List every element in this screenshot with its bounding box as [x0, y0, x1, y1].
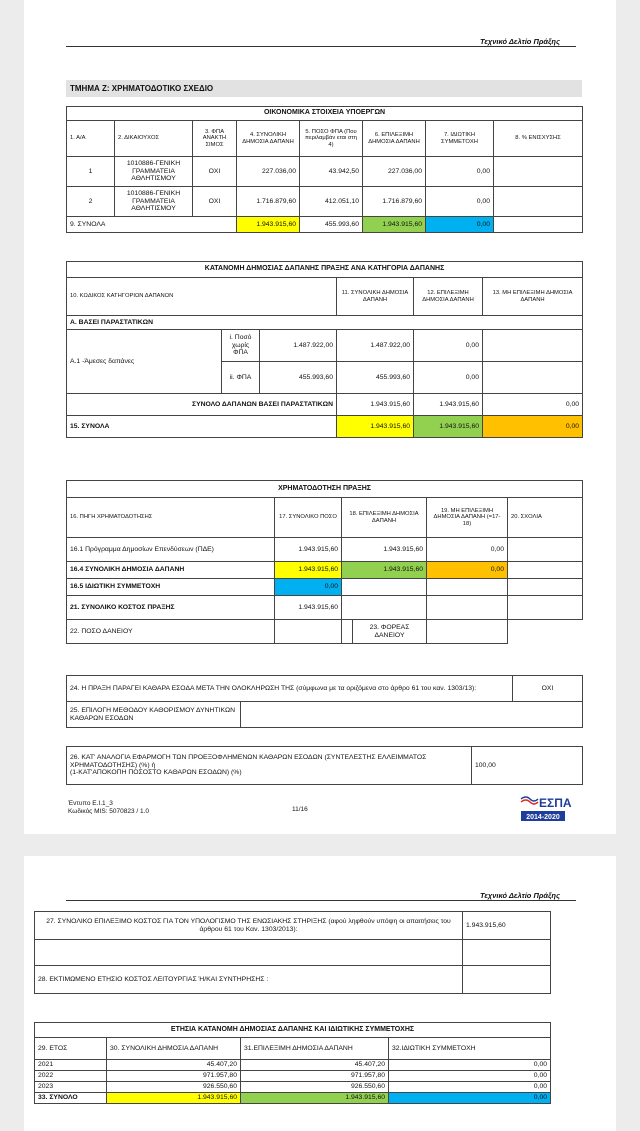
- table-row: [67, 747, 583, 785]
- column-header: 1. Α/Α: [67, 121, 115, 157]
- total-eligible-expense: 1.943.915,60: [363, 217, 426, 233]
- column-header: 30. ΣΥΝΟΛΙΚΗ ΔΗΜΟΣΙΑ ΔΑΠΑΝΗ: [107, 1038, 241, 1060]
- annual-allocation-table: [34, 1022, 551, 1104]
- table-cell: 1.943.915,60: [275, 538, 342, 562]
- answer-25: [241, 702, 583, 728]
- expense-category-table: [66, 261, 583, 438]
- table-cell: 1010886-ΓΕΝΙΚΗ ΓΡΑΜΜΑΤΕΙΑ ΑΘΛΗΤΙΣΜΟΥ: [115, 187, 193, 217]
- table-cell: 45.407,20: [241, 1060, 389, 1071]
- document-page-2: [24, 856, 616, 1131]
- loan-amount-value: [275, 620, 342, 644]
- group-heading: Α. ΒΑΣΕΙ ΠΑΡΑΣΤΑΤΙΚΩΝ: [67, 316, 583, 330]
- table-cell: 0,00: [427, 538, 508, 562]
- table-cell: 0,00: [426, 157, 494, 187]
- page-header: Τεχνικό Δελτίο Πράξης: [480, 891, 560, 900]
- table-cell: 43.942,50: [300, 157, 363, 187]
- table-cell: 1.716.879,60: [237, 187, 300, 217]
- logo-years: 2014-2020: [526, 814, 560, 821]
- column-header: 17. ΣΥΝΟΛΙΚΟ ΠΟΣΟ: [275, 498, 342, 538]
- table-title: ΟΙΚΟΝΟΜΙΚΑ ΣΤΟΙΧΕΙΑ ΥΠΟΕΡΓΩΝ: [67, 107, 583, 121]
- table-cell: 0,00: [426, 187, 494, 217]
- total-public-expense: 1.943.915,60: [237, 217, 300, 233]
- totals-label: 9. ΣΥΝΟΛΑ: [67, 217, 237, 233]
- table-row: [67, 538, 583, 562]
- column-header: 10. ΚΩΔΙΚΟΣ ΚΑΤΗΓΟΡΙΩΝ ΔΑΠΑΝΩΝ: [67, 278, 337, 316]
- question-24: 24. Η ΠΡΑΞΗ ΠΑΡΑΓΕΙ ΚΑΘΑΡΑ ΕΣΟΔΑ ΜΕΤΑ ΤΗΝ ΟΛΟΚΛΗΡΩΣΗ ΤΗΣ (σύμφωνα με τα οριζόμενα στο άρθρο 61 του καν. 1303/13):: [67, 676, 513, 702]
- subtotal-label: ΣΥΝΟΛΟ ΔΑΠΑΝΩΝ ΒΑΣΕΙ ΠΑΡΑΣΤΑΤΙΚΩΝ: [67, 394, 337, 416]
- column-header: 7. ΙΔΙΩΤΙΚΗ ΣΥΜΜΕΤΟΧΗ: [426, 121, 494, 157]
- table-cell: 227.036,00: [363, 157, 426, 187]
- table-cell: 45.407,20: [107, 1060, 241, 1071]
- column-header: 12. ΕΠΙΛΕΞΙΜΗ ΔΗΜΟΣΙΑ ΔΑΠΑΝΗ: [414, 278, 483, 316]
- totals-label: 33. ΣΥΝΟΛΟ: [35, 1093, 107, 1104]
- total-non-eligible-expense: 0,00: [427, 562, 508, 579]
- total-eligible-expense: 1.943.915,60: [342, 562, 427, 579]
- table-row: [67, 562, 583, 579]
- table-title: ΕΤΗΣΙΑ ΚΑΤΑΝΟΜΗ ΔΗΜΟΣΙΑΣ ΔΑΠΑΝΗΣ ΚΑΙ ΙΔΙΩΤΙΚΗΣ ΣΥΜΜΕΤΟΧΗΣ: [35, 1023, 551, 1038]
- table-row: [67, 187, 583, 217]
- table-row: [35, 1071, 551, 1082]
- header-rule: [66, 900, 576, 901]
- total-cost-value: 1.943.915,60: [275, 596, 342, 620]
- document-page-1: [24, 0, 616, 834]
- funding-table: [66, 480, 583, 644]
- column-header: 4. ΣΥΝΟΛΙΚΗ ΔΗΜΟΣΙΑ ΔΑΠΑΝΗ: [237, 121, 300, 157]
- answer-28: [463, 966, 551, 994]
- table-cell: 1.943.915,60: [342, 538, 427, 562]
- table-cell: 455.993,60: [260, 362, 337, 394]
- table-cell: ΟΧΙ: [193, 157, 237, 187]
- page-number: 11/16: [292, 806, 308, 813]
- column-header: 19. ΜΗ ΕΠΙΛΕΞΙΜΗ ΔΗΜΟΣΙΑ ΔΑΠΑΝΗ (=17-18): [427, 498, 508, 538]
- table-cell: 926.550,60: [241, 1082, 389, 1093]
- answer-26: 100,00: [472, 747, 583, 785]
- question-28: 28. ΕΚΤΙΜΩΜΕΝΟ ΕΤΗΣΙΟ ΚΟΣΤΟΣ ΛΕΙΤΟΥΡΓΙΑΣ Ή/ΚΑΙ ΣΥΝΤΗΡΗΣΗΣ :: [35, 966, 463, 994]
- table-cell: 0,00: [389, 1071, 551, 1082]
- column-header: 6. ΕΠΙΛΕΞΙΜΗ ΔΗΜΟΣΙΑ ΔΑΠΑΝΗ: [363, 121, 426, 157]
- loan-body-value: [427, 620, 508, 644]
- question-27: 27. ΣΥΝΟΛΙΚΟ ΕΠΙΛΕΞΙΜΟ ΚΟΣΤΟΣ ΓΙΑ ΤΟΝ ΥΠΟΛΟΓΙΣΜΟ ΤΗΣ ΕΝΩΣΙΑΚΗΣ ΣΤΗΡΙΞΗΣ (αφού ληφθούν υπόψη οι απαιτήσεις του άρθρου 61 του Καν. 1303/2013):: [35, 912, 463, 940]
- mis-code: Κωδικός MIS: 5070823 / 1.0: [68, 808, 150, 816]
- column-header: 13. ΜΗ ΕΠΙΛΕΞΙΜΗ ΔΗΜΟΣΙΑ ΔΑΠΑΝΗ: [483, 278, 583, 316]
- funding-source: 16.5 ΙΔΙΩΤΙΚΗ ΣΥΜΜΕΤΟΧΗ: [67, 579, 275, 596]
- funding-gap-table: [66, 746, 583, 785]
- answer-27: 1.943.915,60: [463, 912, 551, 940]
- table-cell: [483, 362, 583, 394]
- year-cell: 2023: [35, 1082, 107, 1093]
- table-row: [67, 330, 583, 362]
- total-public-expense: 1.943.915,60: [107, 1093, 241, 1104]
- column-header: 2. ΔΙΚΑΙΟΥΧΟΣ: [115, 121, 193, 157]
- logo-text: ΕΣΠΑ: [539, 796, 572, 810]
- table-row: [35, 1060, 551, 1071]
- column-header: 8. % ΕΝΙΣΧΥΣΗΣ: [494, 121, 583, 157]
- total-private-contribution: 0,00: [389, 1093, 551, 1104]
- year-cell: 2022: [35, 1071, 107, 1082]
- table-cell: 1: [67, 157, 115, 187]
- question-26-alt: (1-ΚΑΤ'ΑΠΟΚΟΠΗ ΠΟΣΟΣΤΟ ΚΑΘΑΡΩΝ ΕΣΟΔΩΝ) (%): [70, 769, 242, 777]
- total-vat: 455.993,60: [300, 217, 363, 233]
- total-public-expense: 1.943.915,60: [275, 562, 342, 579]
- table-row: [67, 676, 583, 702]
- table-cell: 971.957,80: [107, 1071, 241, 1082]
- table-row: [67, 596, 583, 620]
- table-cell: ii. ΦΠΑ: [222, 362, 260, 394]
- total-eligible-expense: 1.943.915,60: [414, 416, 483, 438]
- table-row: [67, 620, 583, 644]
- funding-source: 16.1 Πρόγραμμα Δημοσίων Επενδύσεων (ΠΔΕ): [67, 538, 275, 562]
- totals-row: [67, 416, 583, 438]
- table-cell: 412.051,10: [300, 187, 363, 217]
- column-header: 18. ΕΠΙΛΕΞΙΜΗ ΔΗΜΟΣΙΑ ΔΑΠΑΝΗ: [342, 498, 427, 538]
- table-cell: 1.487.922,00: [337, 330, 414, 362]
- private-contribution: 0,00: [275, 579, 342, 596]
- table-cell: 0,00: [414, 330, 483, 362]
- table-cell: 1.716.879,60: [363, 187, 426, 217]
- total-public-expense: 1.943.915,60: [337, 416, 414, 438]
- table-title: ΧΡΗΜΑΤΟΔΟΤΗΣΗ ΠΡΑΞΗΣ: [67, 481, 583, 498]
- column-header: 31.ΕΠΙΛΕΞΙΜΗ ΔΗΜΟΣΙΑ ΔΑΠΑΝΗ: [241, 1038, 389, 1060]
- table-cell: 1.487.922,00: [260, 330, 337, 362]
- table-cell: 227.036,00: [237, 157, 300, 187]
- espa-logo: [520, 794, 572, 824]
- header-rule: [66, 46, 576, 47]
- table-cell: i. Ποσό χωρίς ΦΠΑ: [222, 330, 260, 362]
- table-row: [35, 912, 551, 940]
- page-header: Τεχνικό Δελτίο Πράξης: [480, 37, 560, 46]
- category-label: Α.1 -Άμεσες δαπάνες: [67, 330, 222, 394]
- funding-source: 16.4 ΣΥΝΟΛΙΚΗ ΔΗΜΟΣΙΑ ΔΑΠΑΝΗ: [67, 562, 275, 579]
- table-cell: 971.957,80: [241, 1071, 389, 1082]
- table-cell: [494, 157, 583, 187]
- table-cell: 1.943.915,60: [414, 394, 483, 416]
- table-cell: ΟΧΙ: [193, 187, 237, 217]
- eligible-cost-table: [34, 911, 551, 994]
- column-header: 16. ΠΗΓΗ ΧΡΗΜΑΤΟΔΟΤΗΣΗΣ: [67, 498, 275, 538]
- net-revenue-table: [66, 675, 583, 702]
- total-non-eligible-expense: 0,00: [483, 416, 583, 438]
- table-cell: 1010886-ΓΕΝΙΚΗ ΓΡΑΜΜΑΤΕΙΑ ΑΘΛΗΤΙΣΜΟΥ: [115, 157, 193, 187]
- column-header: 11. ΣΥΝΟΛΙΚΗ ΔΗΜΟΣΙΑ ΔΑΠΑΝΗ: [337, 278, 414, 316]
- year-cell: 2021: [35, 1060, 107, 1071]
- totals-label: 15. ΣΥΝΟΛΑ: [67, 416, 337, 438]
- totals-row: [35, 1093, 551, 1104]
- form-code: Έντυπο Ε.Ι.1_3: [68, 800, 113, 807]
- column-header: 3. ΦΠΑ ΑΝΑΚΤΗ ΣΙΜΟΣ: [193, 121, 237, 157]
- table-cell: 0,00: [389, 1060, 551, 1071]
- table-row: [35, 966, 551, 994]
- column-header: 29. ΕΤΟΣ: [35, 1038, 107, 1060]
- loan-body-label: 23. ΦΟΡΕΑΣ ΔΑΝΕΙΟΥ: [353, 620, 427, 644]
- answer-24: ΟΧΙ: [513, 676, 583, 702]
- table-cell: 0,00: [414, 362, 483, 394]
- total-cost-label: 21. ΣΥΝΟΛΙΚΟ ΚΟΣΤΟΣ ΠΡΑΞΗΣ: [67, 596, 275, 620]
- table-cell: [494, 187, 583, 217]
- totals-row: [67, 217, 583, 233]
- table-cell: 0,00: [389, 1082, 551, 1093]
- table-cell: [483, 330, 583, 362]
- question-26: 26. ΚΑΤ' ΑΝΑΛΟΓΙΑ ΕΦΑΡΜΟΓΗ ΤΩΝ ΠΡΟΕΞΟΦΛΗΜΕΝΩΝ ΚΑΘΑΡΩΝ ΕΣΟΔΩΝ (ΣΥΝΤΕΛΕΣΤΗΣ ΕΛΛΕΙΜΜΑΤΟΣ ΧΡΗΜΑΤΟΔΟΤΗΣΗΣ) (%) ή: [70, 753, 427, 769]
- table-cell: 2: [67, 187, 115, 217]
- table-cell: 0,00: [483, 394, 583, 416]
- section-title: ΤΜΗΜΑ Ζ: ΧΡΗΜΑΤΟΔΟΤΙΚΟ ΣΧΕΔΙΟ: [66, 80, 582, 97]
- column-header: 5. ΠΟΣΟ ΦΠΑ (Που περιλαμβάν εται στη 4): [300, 121, 363, 157]
- table-row: [67, 157, 583, 187]
- subtotal-row: [67, 394, 583, 416]
- total-eligible-expense: 1.943.915,60: [241, 1093, 389, 1104]
- loan-amount-label: 22. ΠΟΣΟ ΔΑΝΕΙΟΥ: [67, 620, 275, 644]
- net-revenue-method-table: [66, 701, 583, 728]
- table-cell: 455.993,60: [337, 362, 414, 394]
- total-private-contribution: 0,00: [426, 217, 494, 233]
- table-row: [67, 579, 583, 596]
- table-title: ΚΑΤΑΝΟΜΗ ΔΗΜΟΣΙΑΣ ΔΑΠΑΝΗΣ ΠΡΑΞΗΣ ΑΝΑ ΚΑΤΗΓΟΡΙΑ ΔΑΠΑΝΗΣ: [67, 262, 583, 278]
- table-row: [35, 1082, 551, 1093]
- table-cell: 926.550,60: [107, 1082, 241, 1093]
- column-header: 20. ΣΧΟΛΙΑ: [508, 498, 583, 538]
- table-cell: 1.943.915,60: [337, 394, 414, 416]
- table-row: [67, 702, 583, 728]
- question-25: 25. ΕΠΙΛΟΓΗ ΜΕΘΟΔΟΥ ΚΑΘΟΡΙΣΜΟΥ ΔΥΝΗΤΙΚΩΝ ΚΑΘΑΡΩΝ ΕΣΟΔΩΝ: [67, 702, 241, 728]
- column-header: 32.ΙΔΙΩΤΙΚΗ ΣΥΜΜΕΤΟΧΗ: [389, 1038, 551, 1060]
- subprojects-table: [66, 106, 583, 233]
